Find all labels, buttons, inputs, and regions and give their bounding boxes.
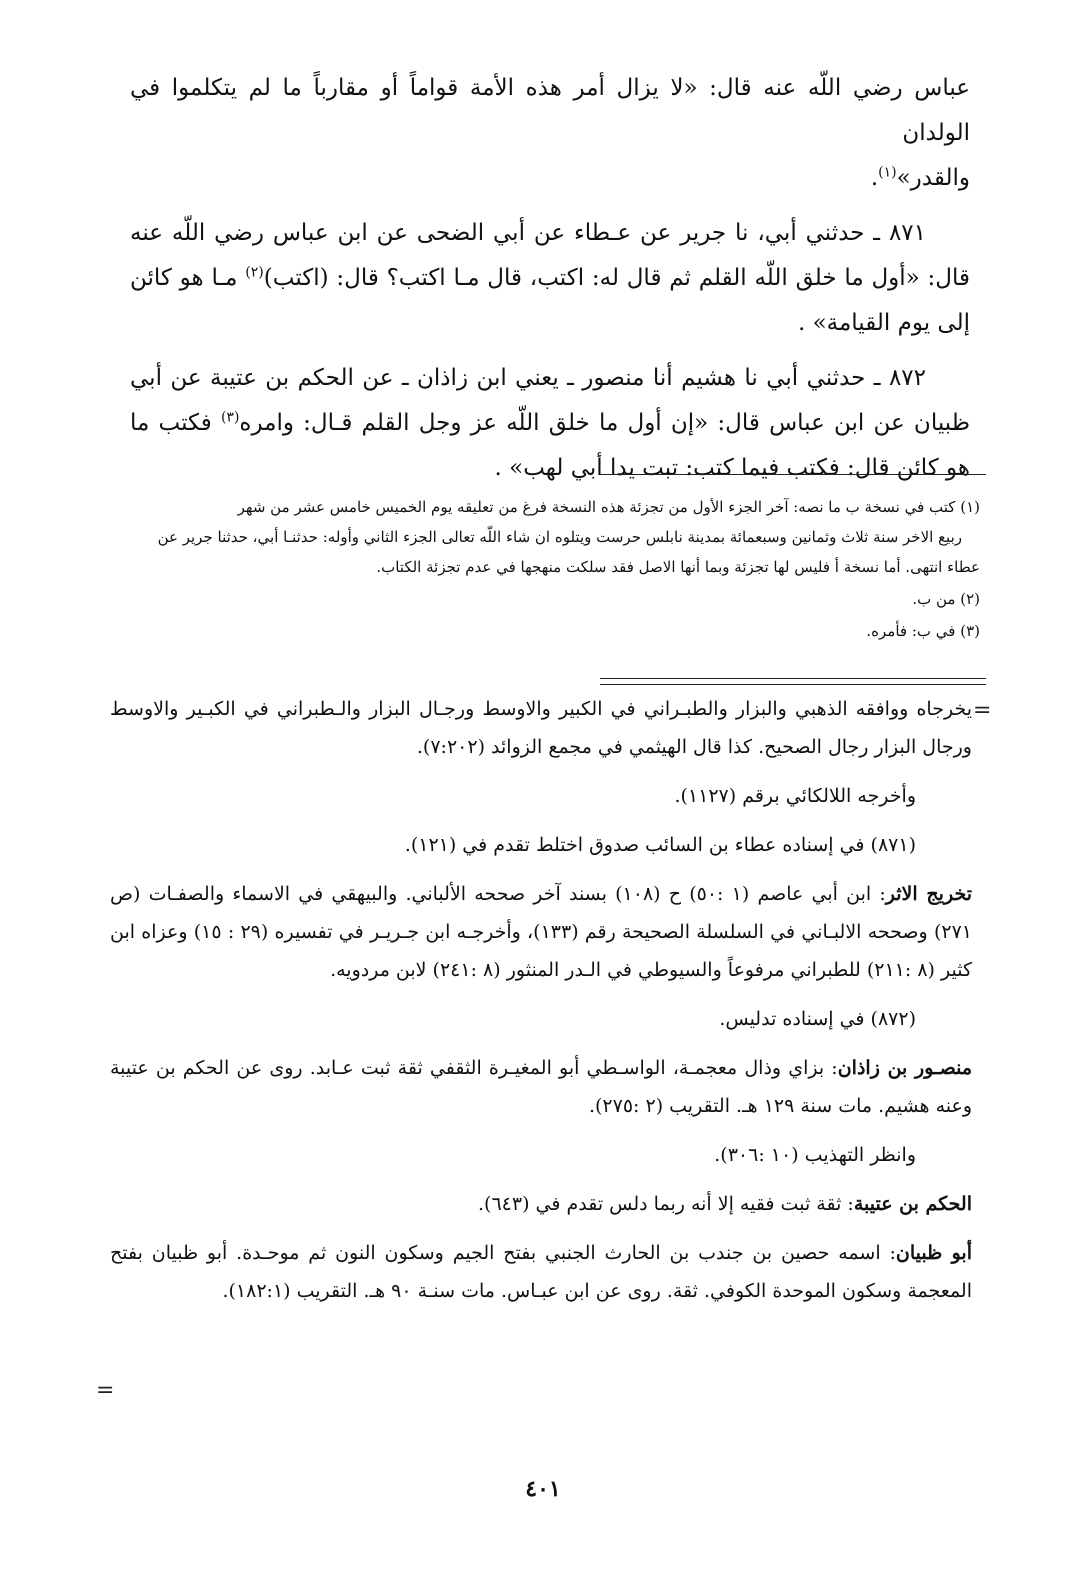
text: ـ حدثني أبي، نا جرير عن عـطاء عن أبي الضحى عن ابن عباس رضي اللّه عنه قال: «أول ما خلق اللّه القلم ثم قال له: اكتب، قال مـا اكتب؟ قال: (اكتب) <box>130 220 970 291</box>
continuation-mark: = <box>973 698 992 723</box>
term-label: أبو ظبيان <box>895 1242 973 1264</box>
commentary-para: (٨٧١) في إسناده عطاء بن السائب صدوق اختلط تقدم في (١٢١). <box>404 834 916 856</box>
footnotes <box>130 492 980 648</box>
text: : ثقة ثبت فقيه إلا أنه ربما دلس تقدم في (٦٤٣). <box>478 1193 854 1215</box>
page-number: ٤٠١ <box>525 1476 561 1502</box>
footnote-3: (٣) في ب: فأمره. <box>866 622 980 640</box>
commentary-para: وأخرجه اللالكائي برقم (١١٢٧). <box>674 785 916 807</box>
commentary-para <box>110 1049 972 1125</box>
text: : اسمه حصين بن جندب بن الحارث الجنبي بفتح الجيم وسكون النون ثم موحـدة. أبو ظبيان بفتح المعجمة وسكون الموحدة الكوفي. ثقة. روى عن ابن عبـاس. مات سنـة ٩٠ هـ. التقريب (١٨٢:١). <box>110 1242 972 1302</box>
commentary-para <box>110 1185 972 1223</box>
term-label: تخريج الاثر <box>885 883 973 905</box>
footnote-ref: (٣) <box>220 409 240 426</box>
main-text <box>130 66 970 501</box>
commentary-para: (٨٧٢) في إسناده تدليس. <box>719 1008 916 1030</box>
hadith-871 <box>130 211 970 346</box>
continuation-mark: = <box>96 1378 115 1403</box>
hadith-number: ٨٧٢ <box>888 365 926 391</box>
term-label: الحكم بن عتيبة <box>853 1193 972 1215</box>
text: : بزاي وذال معجمـة، الواسـطي أبو المغيـرة الثقفي ثقة ثبت عـابد. روى عن الحكم بن عتيبة وعنه هشيم. مات سنة ١٢٩ هـ. التقريب (٢ :٢٧٥). <box>110 1057 972 1117</box>
text: ـ حدثني أبي نا هشيم أنا منصور ـ يعني ابن زاذان ـ عن الحكم بن عتيبة عن أبي ظبيان عن ابن عباس قال: «إن أول ما خلق اللّه عز وجل القلم قـال: وامره <box>130 365 971 436</box>
commentary-divider <box>600 678 986 685</box>
hadith-872 <box>130 356 970 491</box>
text: عباس رضي اللّه عنه قال: «لا يزال أمر هذه الأمة قواماً أو مقارباً ما لم يتكلموا في الولدان <box>130 75 970 146</box>
footnote-ref: (٢) <box>245 264 264 281</box>
term-label: منصـور بن زاذان <box>837 1057 973 1079</box>
hadith-number: ٨٧١ <box>888 220 926 246</box>
commentary <box>110 690 972 1321</box>
footnote-1 <box>130 492 980 582</box>
commentary-para <box>110 1234 972 1310</box>
commentary-para <box>110 875 972 989</box>
footnote-divider <box>600 474 986 475</box>
text: (١) كتب في نسخة ب ما نصه: آخر الجزء الأول من تجزئة هذه النسخة فرغ من تعليقه يوم الخميس خامس عشر من شهر <box>237 498 980 516</box>
text: فكتب ما هو كائن قال: فكتب فيما كتب: تبت يدا أبي لهب» . <box>130 410 970 481</box>
text: ربيع الاخر سنة ثلاث وثمانين وسبعمائة بمدينة نابلس حرست ويتلوه ان شاء اللّه تعالى الجزء الثاني وأوله: حدثنـا أبي، حدثنا جرير عن عطاء انتهى. أما نسخة أ فليس لها تجزئة وبما أنها الاصل فقد سلكت منهجها في عدم تجزئة الكتاب. <box>157 528 980 576</box>
commentary-para: يخرجاه ووافقه الذهبي والبزار والطبـراني في الكبير والاوسط ورجـال البزار والـطبراني في الكبـير والاوسط ورجال البزار رجال الصحيح. كذا قال الهيثمي في مجمع الزوائد (٧:٢٠٢). <box>110 698 972 758</box>
footnote-ref: (١) <box>878 164 897 181</box>
paragraph-870-end <box>130 66 970 201</box>
text: والقدر» <box>896 165 970 191</box>
text: مـا هو كائن إلى يوم القيامة» . <box>130 265 970 336</box>
text: . <box>870 165 879 191</box>
footnote-2: (٢) من ب. <box>912 590 980 608</box>
commentary-para: وانظر التهذيب (١٠ :٣٠٦). <box>714 1144 916 1166</box>
text: : ابن أبي عاصم (١ :٥٠) ح (١٠٨) بسند آخر صححه الألباني. والبيهقي في الاسماء والصفـات (ص ٢٧١) وصححه الالبـاني في السلسلة الصحيحة رقم (١٣٣)، وأخرجـه ابن جـريـر في تفسيره (٢٩ : ١٥) وعزاه ابن كثير (٨ :٢١١) للطبراني مرفوعاً والسيوطي في الـدر المنثور (٨ :٢٤١) لابن مردويه. <box>110 883 972 981</box>
